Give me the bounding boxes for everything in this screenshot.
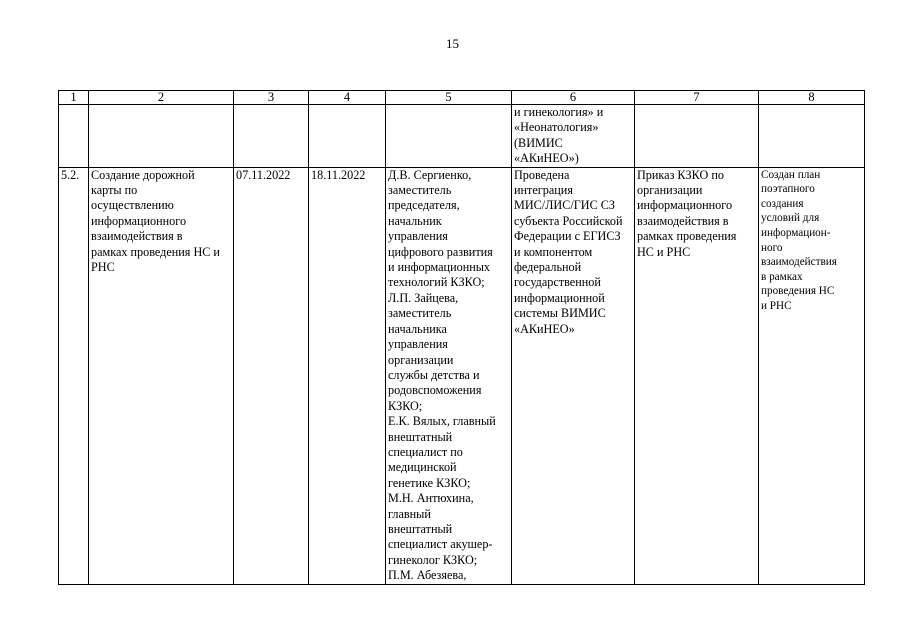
header-cell-6: 6 [512, 91, 635, 105]
continuation-cell-1 [59, 105, 89, 168]
page-number: 15 [446, 36, 459, 51]
continuation-cell-6: и гинекология» и «Неонатология» (ВИМИС «АКиНЕО») [512, 105, 635, 168]
header-cell-3: 3 [234, 91, 309, 105]
continuation-cell-8 [759, 105, 865, 168]
continuation-row [59, 105, 865, 168]
row-number: 5.2. [59, 167, 89, 584]
header-cell-5: 5 [386, 91, 512, 105]
header-cell-4: 4 [309, 91, 386, 105]
row-responsible: Д.В. Сергиенко, заместитель председателя, начальник управления цифрового развития и информационных технологий КЗКО; Л.П. Зайцева, заместитель начальника управления организации службы детства и родовспоможения КЗКО; Е.К. Вялых, главный внештатный специалист по медицинской генетике КЗКО; М.Н. Антюхина, главный внештатный специалист акушер- гинеколог КЗКО; П.М. Абезяева, [386, 167, 512, 584]
continuation-cell-2 [89, 105, 234, 168]
continuation-cell-7 [635, 105, 759, 168]
header-cell-2: 2 [89, 91, 234, 105]
row-end-date: 18.11.2022 [309, 167, 386, 584]
row-start-date: 07.11.2022 [234, 167, 309, 584]
header-cell-1: 1 [59, 91, 89, 105]
row-result: Проведена интеграция МИС/ЛИС/ГИС СЗ субъекта Российской Федерации с ЕГИСЗ и компонентом федеральной государственной информационной системы ВИМИС «АКиНЕО» [512, 167, 635, 584]
header-cell-8: 8 [759, 91, 865, 105]
continuation-cell-4 [309, 105, 386, 168]
table-row [59, 167, 865, 584]
row-title: Создание дорожной карты по осуществлению информационного взаимодействия в рамках проведения НС и РНС [89, 167, 234, 584]
header-cell-7: 7 [635, 91, 759, 105]
row-note: Создан план поэтапного создания условий для информацион- ного взаимодействия в рамках проведения НС и РНС [759, 167, 865, 584]
row-document: Приказ КЗКО по организации информационного взаимодействия в рамках проведения НС и РНС [635, 167, 759, 584]
plan-table [58, 90, 865, 585]
continuation-cell-5 [386, 105, 512, 168]
header-row [59, 91, 865, 105]
continuation-cell-3 [234, 105, 309, 168]
